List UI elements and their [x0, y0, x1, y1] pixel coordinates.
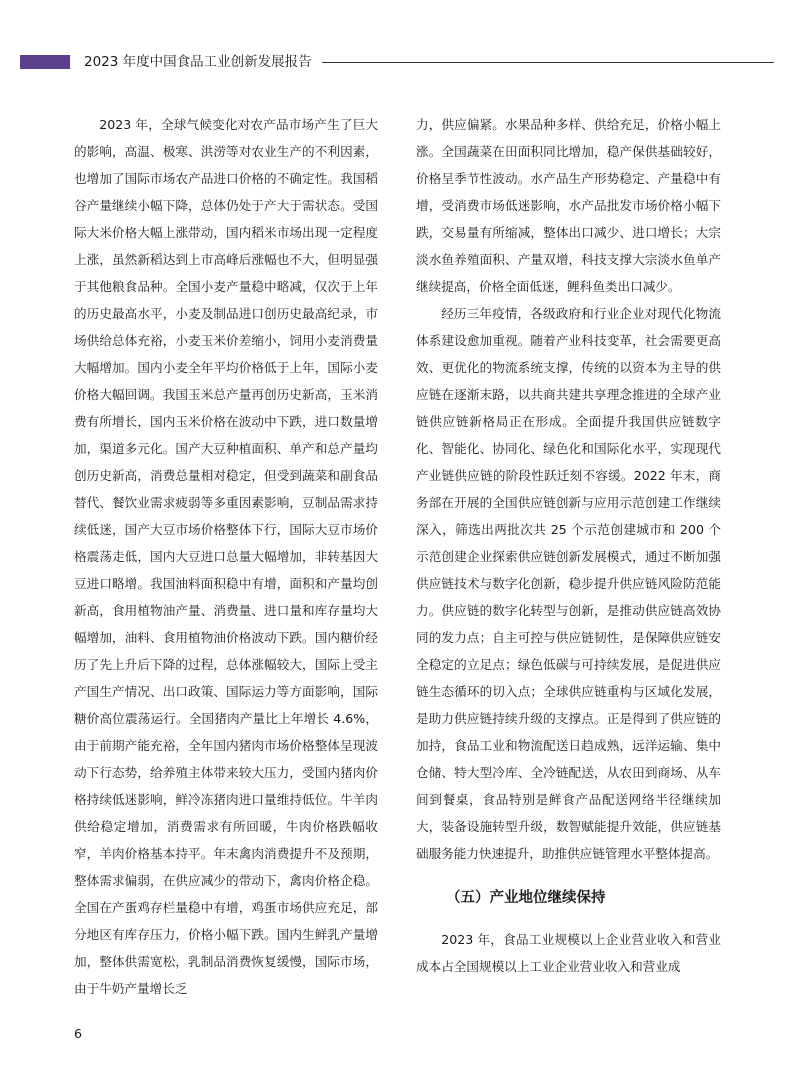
left-column [74, 111, 378, 1002]
header-rule [322, 62, 774, 63]
body-paragraph: 2023 年，食品工业规模以上企业营业收入和营业成本占全国规模以上工业企业营业收入和营业成 [416, 932, 721, 974]
right-column [416, 111, 721, 980]
body-paragraph: 经历三年疫情，各级政府和行业企业对现代化物流体系建设愈加重视。随着产业科技变革，社会需要更高效、更优化的物流系统支撑，传统的以资本为主导的供应链在逐渐末路，以共商共建共享理念推进的全球产业链供应链新格局正在形成。全面提升我国供应链数字化、智能化、协同化、绿色化和国际化水平，实现现代产业链供应链的阶段性跃迁刻不容缓。2022 年末，商务部在开展的全国供应链创新与应用示范创建工作继续深入，筛选出两批次共 25 个示范创建城市和 200 个示范创建企业探索供应链创新发展模式，通过不断加强供应链技术与数字化创新，稳步提升供应链风险防范能力。供应链的数字化转型与创新，是推动供应链高效协同的发力点；自主可控与供应链韧性，是保障供应链安全稳定的立足点；绿色低碳与可持续发展，是促进供应链生态循环的切入点；全球供应链重构与区域化发展，是助力供应链持续升级的支撑点。正是得到了供应链的加持，食品工业和物流配送日趋成熟，远洋运输、集中仓储、特大型冷库、全冷链配送，从农田到商场、从车间到餐桌，食品特别是鲜食产品配送网络半径继续加大，装备设施转型升级，数智赋能提升效能，供应链基础服务能力快速提升，助推供应链管理水平整体提高。 [416, 306, 721, 861]
running-header-title: 2023 年度中国食品工业创新发展报告 [84, 54, 312, 70]
body-paragraph-continued: 力，供应偏紧。水果品种多样、供给充足，价格小幅上涨。全国蔬菜在田面积同比增加，稳产保供基础较好，价格呈季节性波动。水产品生产形势稳定、产量稳中有增，受消费市场低迷影响，水产品批发市场价格小幅下跌，交易量有所缩减，整体出口减少、进口增长；大宗淡水鱼养殖面积、产量双增，科技支撑大宗淡水鱼单产继续提高，价格全面低迷，鲤科鱼类出口减少。 [416, 117, 721, 294]
page-number: 6 [74, 1026, 82, 1041]
body-paragraph: 2023 年，全球气候变化对农产品市场产生了巨大的影响，高温、极寒、洪涝等对农业生产的不利因素，也增加了国际市场农产品进口价格的不确定性。我国稻谷产量继续小幅下降，总体仍处于产大于需状态。受国际大米价格大幅上涨带动，国内稻米市场出现一定程度上涨，虽然新稻达到上市高峰后涨幅也不大，但明显强于其他粮食品种。全国小麦产量稳中略减，仅次于上年的历史最高水平，小麦及制品进口创历史最高纪录，市场供给总体充裕，小麦玉米价差缩小，饲用小麦消费量大幅增加。国内小麦全年平均价格低于上年，国际小麦价格大幅回调。我国玉米总产量再创历史新高，玉米消费有所增长，国内玉米价格在波动中下跌，进口数量增加，渠道多元化。国产大豆种植面积、单产和总产量均创历史新高，消费总量相对稳定，但受到蔬菜和副食品替代、餐饮业需求疲弱等多重因素影响，豆制品需求持续低迷，国产大豆市场价格整体下行，国际大豆市场价格震荡走低，国内大豆进口总量大幅增加，非转基因大豆进口略增。我国油料面积稳中有增，面积和产量均创新高，食用植物油产量、消费量、进口量和库存量均大幅增加，油料、食用植物油价格波动下跌。国内糖价经历了先上升后下降的过程，总体涨幅较大，国际上受主产国生产情况、出口政策、国际运力等方面影响，国际糖价高位震荡运行。全国猪肉产量比上年增长 4.6%，由于前期产能充裕，全年国内猪肉市场价格整体呈现波动下行态势，给养殖主体带来较大压力，受国内猪肉价格持续低迷影响，鲜冷冻猪肉进口量维持低位。牛羊肉供给稳定增加，消费需求有所回暖，牛肉价格跌幅收窄，羊肉价格基本持平。年末禽肉消费提升不及预期，整体需求偏弱，在供应减少的带动下，禽肉价格企稳。全国在产蛋鸡存栏量稳中有增，鸡蛋市场供应充足，部分地区有库存压力，价格小幅下跌。国内生鲜乳产量增加，整体供需宽松，乳制品消费恢复缓慢，国际市场，由于牛奶产量增长乏 [74, 117, 378, 996]
section-heading: （五）产业地位继续保持 [446, 890, 606, 906]
header-accent-bar [20, 55, 70, 69]
